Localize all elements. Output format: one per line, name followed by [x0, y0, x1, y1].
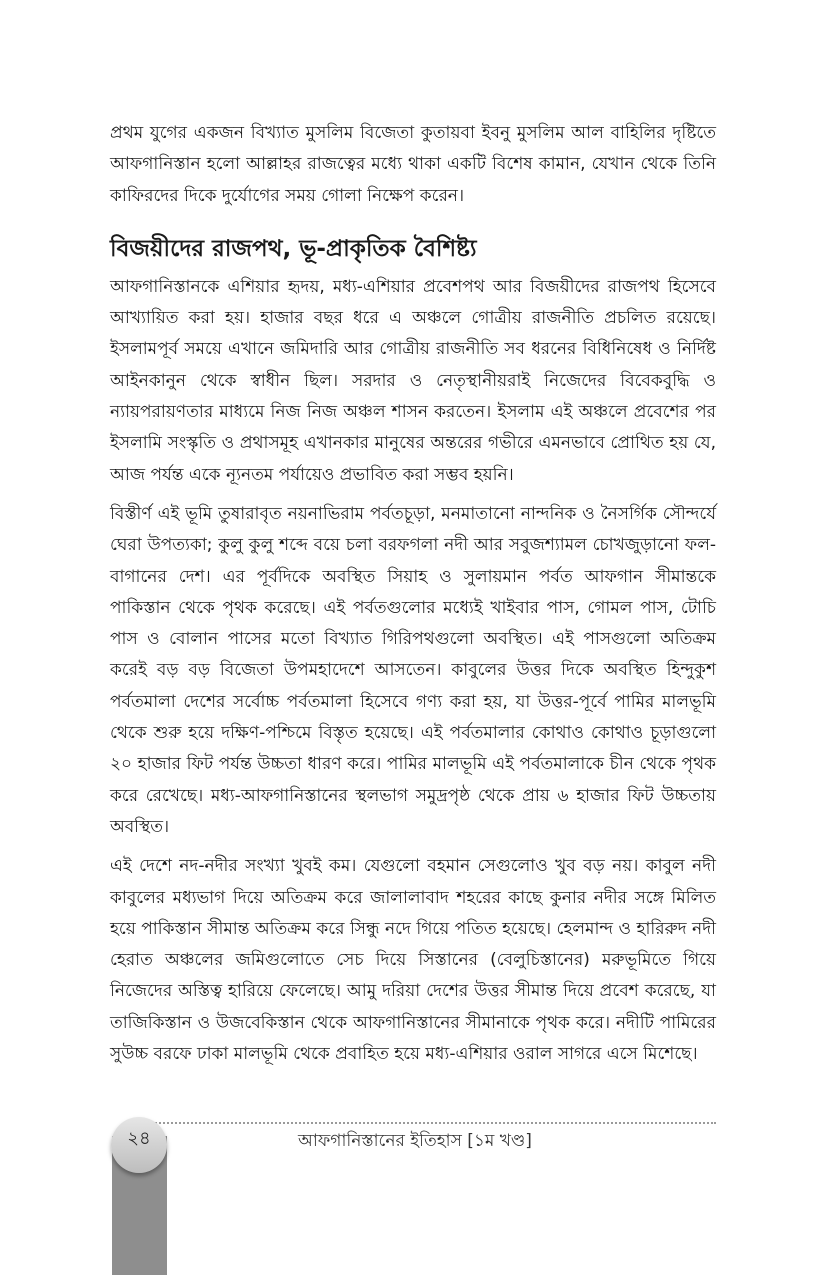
body-paragraph-2: বিস্তীর্ণ এই ভূমি তুষারাবৃত নয়নাভিরাম পর্বতচূড়া, মনমাতানো নান্দনিক ও নৈসর্গিক সৌন্দর্যে ঘেরা উপত্যকা; কুলু কুলু শব্দে বয়ে চলা বরফগলা নদী আর সবুজশ্যামল চোখজুড়ানো ফল-বাগানের দেশ। এর পূর্বদিকে অবস্থিত সিয়াহ ও সুলায়মান পর্বত আফগান সীমান্তকে পাকিস্তান থেকে পৃথক করেছে। এই পর্বতগুলোর মধ্যেই খাইবার পাস, গোমল পাস, টোচি পাস ও বোলান পাসের মতো বিখ্যাত গিরিপথগুলো অবস্থিত। এই পাসগুলো অতিক্রম করেই বড় বড় বিজেতা উপমহাদেশে আসতেন। কাবুলের উত্তর দিকে অবস্থিত হিন্দুকুশ পর্বতমালা দেশের সর্বোচ্চ পর্বতমালা হিসেবে গণ্য করা হয়, যা উত্তর-পূর্বে পামির মালভূমি থেকে শুরু হয়ে দক্ষিণ-পশ্চিমে বিস্তৃত হয়েছে। এই পর্বতমালার কোথাও কোথাও চূড়াগুলো ২০ হাজার ফিট পর্যন্ত উচ্চতা ধারণ করে। পামির মালভূমি এই পর্বতমালাকে চীন থেকে পৃথক করে রেখেছে। মধ্য-আফগানিস্তানের স্থলভাগ সমুদ্রপৃষ্ঠ থেকে প্রায় ৬ হাজার ফিট উচ্চতায় অবস্থিত।	[110, 503, 716, 837]
page-body	[110, 118, 716, 1078]
section-heading: বিজয়ীদের রাজপথ, ভূ-প্রাকৃতিক বৈশিষ্ট্য	[110, 235, 477, 262]
page-number: ২৪	[127, 1128, 151, 1149]
footer-divider	[140, 1122, 716, 1124]
running-title: আফগানিস্তানের ইতিহাস [১ম খণ্ড]	[298, 1131, 532, 1151]
body-paragraph-3: এই দেশে নদ-নদীর সংখ্যা খুবই কম। যেগুলো বহমান সেগুলোও খুব বড় নয়। কাবুল নদী কাবুলের মধ্যভাগ দিয়ে অতিক্রম করে জালালাবাদ শহরের কাছে কুনার নদীর সঙ্গে মিলিত হয়ে পাকিস্তান সীমান্ত অতিক্রম করে সিন্ধু নদে গিয়ে পতিত হয়েছে। হেলমান্দ ও হারিরুদ নদী হেরাত অঞ্চলের জমিগুলোতে সেচ দিয়ে সিস্তানের (বেলুচিস্তানের) মরুভূমিতে গিয়ে নিজেদের অস্তিত্ব হারিয়ে ফেলেছে। আমু দরিয়া দেশের উত্তর সীমান্ত দিয়ে প্রবেশ করেছে, যা তাজিকিস্তান ও উজবেকিস্তান থেকে আফগানিস্তানের সীমানাকে পৃথক করে। নদীটি পামিরের সুউচ্চ বরফে ঢাকা মালভূমি থেকে প্রবাহিত হয়ে মধ্য-এশিয়ার ওরাল সাগরে এসে মিশেছে।	[110, 856, 716, 1065]
intro-paragraph: প্রথম যুগের একজন বিখ্যাত মুসলিম বিজেতা কুতায়বা ইবনু মুসলিম আল বাহিলির দৃষ্টিতে আফগানিস্তান হলো আল্লাহর রাজত্বের মধ্যে থাকা একটি বিশেষ কামান, যেখান থেকে তিনি কাফিরদের দিকে দুর্যোগের সময় গোলা নিক্ষেপ করেন।	[110, 123, 716, 206]
body-paragraph-1: আফগানিস্তানকে এশিয়ার হৃদয়, মধ্য-এশিয়ার প্রবেশপথ আর বিজয়ীদের রাজপথ হিসেবে আখ্যায়িত করা হয়। হাজার বছর ধরে এ অঞ্চলে গোত্রীয় রাজনীতি প্রচলিত রয়েছে। ইসলামপূর্ব সময়ে এখানে জমিদারি আর গোত্রীয় রাজনীতি সব ধরনের বিধিনিষেধ ও নির্দিষ্ট আইনকানুন থেকে স্বাধীন ছিল। সরদার ও নেতৃস্থানীয়রাই নিজেদের বিবেকবুদ্ধি ও ন্যায়পরায়ণতার মাধ্যমে নিজ নিজ অঞ্চল শাসন করতেন। ইসলাম এই অঞ্চলে প্রবেশের পর ইসলামি সংস্কৃতি ও প্রথাসমূহ এখানকার মানুষের অন্তরের গভীরে এমনভাবে প্রোথিত হয় যে, আজ পর্যন্ত একে ন্যূনতম পর্যায়েও প্রভাবিত করা সম্ভব হয়নি।	[110, 276, 716, 485]
